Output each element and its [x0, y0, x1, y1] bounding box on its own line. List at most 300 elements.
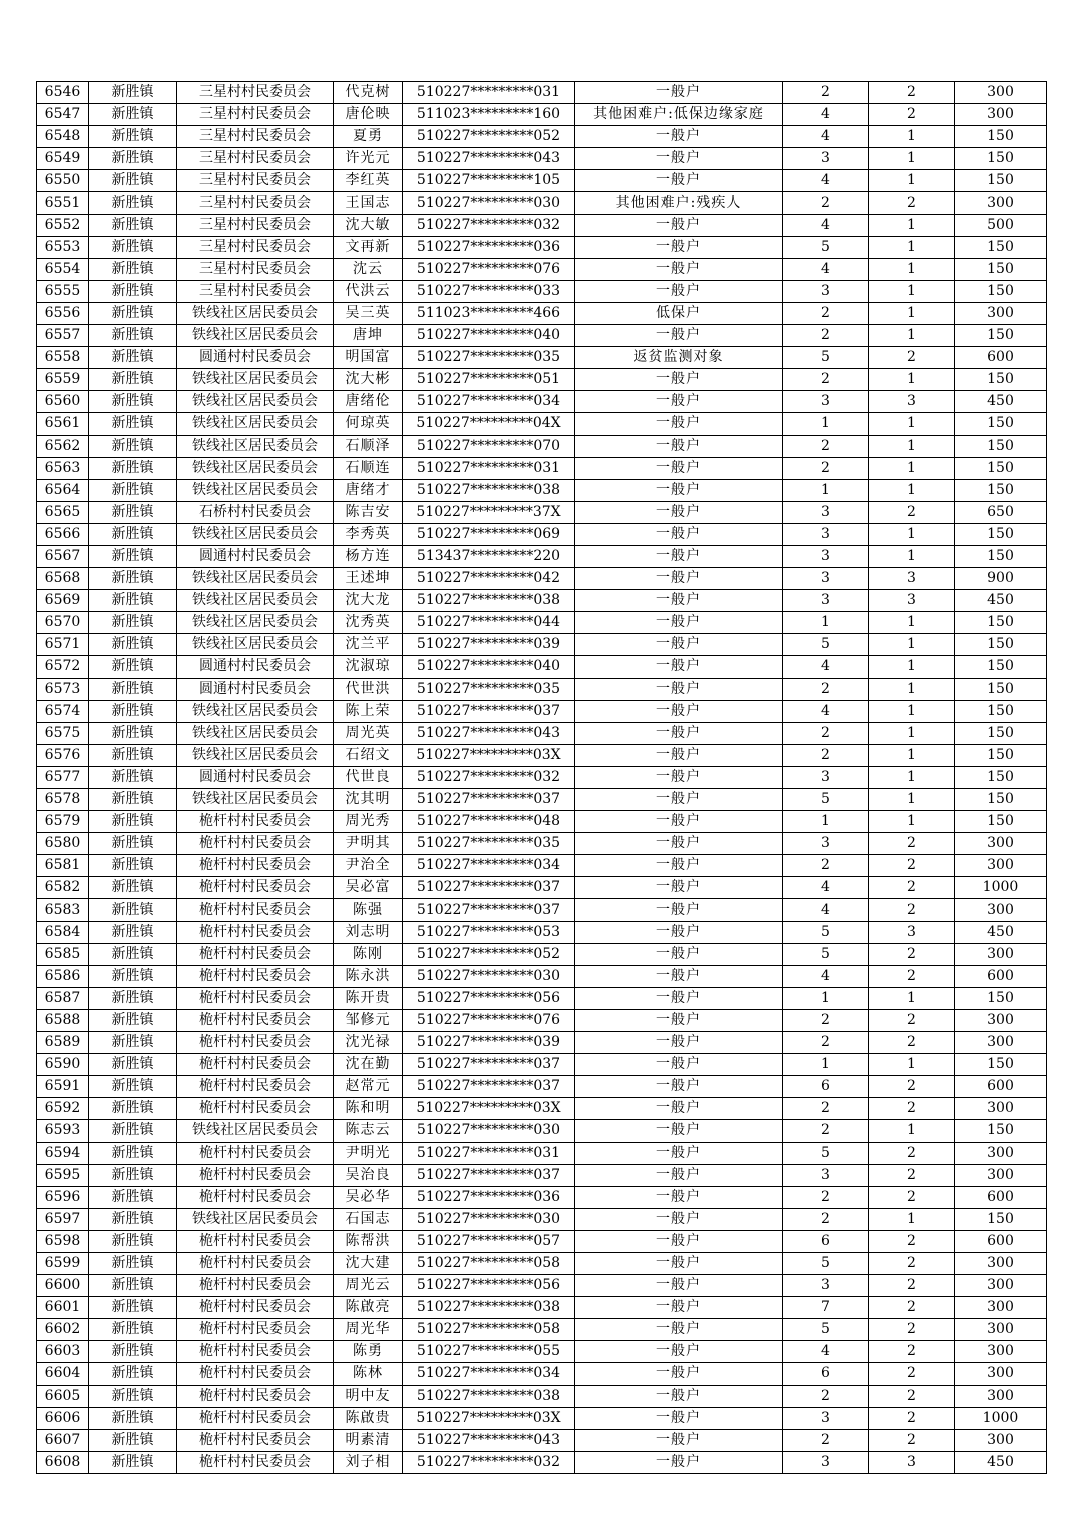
person-name-cell: 石国志: [334, 1208, 403, 1230]
amount-cell: 300: [955, 1032, 1047, 1054]
town-name-cell: 新胜镇: [89, 1429, 177, 1451]
household-type-cell: 一般户: [575, 634, 783, 656]
amount-cell: 300: [955, 1009, 1047, 1031]
committee-name-cell: 铁线社区居民委员会: [177, 700, 334, 722]
household-type-cell: 一般户: [575, 1451, 783, 1473]
amount-cell: 300: [955, 1429, 1047, 1451]
town-name-cell: 新胜镇: [89, 1054, 177, 1076]
amount-cell: 150: [955, 170, 1047, 192]
months-cell: 1: [869, 634, 955, 656]
household-type-cell: 其他困难户:低保边缘家庭: [575, 104, 783, 126]
amount-cell: 900: [955, 568, 1047, 590]
months-cell: 2: [869, 501, 955, 523]
id-number-cell: 510227*********03X: [403, 1407, 575, 1429]
town-name-cell: 新胜镇: [89, 590, 177, 612]
person-name-cell: 周光云: [334, 1275, 403, 1297]
committee-name-cell: 桅杆村村民委员会: [177, 1230, 334, 1252]
household-size-cell: 2: [783, 1032, 869, 1054]
person-name-cell: 石顺连: [334, 457, 403, 479]
table-row: [37, 744, 1047, 766]
household-type-cell: 一般户: [575, 523, 783, 545]
committee-name-cell: 桅杆村村民委员会: [177, 1319, 334, 1341]
table-row: [37, 590, 1047, 612]
id-number-cell: 510227*********052: [403, 126, 575, 148]
person-name-cell: 陈刚: [334, 943, 403, 965]
table-row: [37, 1407, 1047, 1429]
household-type-cell: 一般户: [575, 258, 783, 280]
household-size-cell: 1: [783, 1054, 869, 1076]
amount-cell: 150: [955, 457, 1047, 479]
id-number-cell: 511023*********466: [403, 302, 575, 324]
household-size-cell: 5: [783, 347, 869, 369]
household-type-cell: 一般户: [575, 413, 783, 435]
row-number-cell: 6590: [37, 1054, 89, 1076]
town-name-cell: 新胜镇: [89, 501, 177, 523]
amount-cell: 300: [955, 1341, 1047, 1363]
committee-name-cell: 桅杆村村民委员会: [177, 877, 334, 899]
id-number-cell: 510227*********070: [403, 435, 575, 457]
months-cell: 1: [869, 811, 955, 833]
row-number-cell: 6563: [37, 457, 89, 479]
table-row: [37, 545, 1047, 567]
months-cell: 2: [869, 1230, 955, 1252]
id-number-cell: 510227*********037: [403, 877, 575, 899]
person-name-cell: 陈吉安: [334, 501, 403, 523]
person-name-cell: 沈兰平: [334, 634, 403, 656]
household-size-cell: 3: [783, 833, 869, 855]
id-number-cell: 510227*********038: [403, 1297, 575, 1319]
amount-cell: 300: [955, 899, 1047, 921]
household-type-cell: 一般户: [575, 811, 783, 833]
amount-cell: 150: [955, 789, 1047, 811]
town-name-cell: 新胜镇: [89, 789, 177, 811]
person-name-cell: 尹明其: [334, 833, 403, 855]
household-type-cell: 一般户: [575, 170, 783, 192]
id-number-cell: 510227*********04X: [403, 413, 575, 435]
person-name-cell: 吴三英: [334, 302, 403, 324]
table-row: [37, 1054, 1047, 1076]
household-type-cell: 低保户: [575, 302, 783, 324]
household-size-cell: 4: [783, 126, 869, 148]
table-row: [37, 1341, 1047, 1363]
row-number-cell: 6561: [37, 413, 89, 435]
town-name-cell: 新胜镇: [89, 170, 177, 192]
amount-cell: 600: [955, 347, 1047, 369]
household-size-cell: 4: [783, 700, 869, 722]
committee-name-cell: 桅杆村村民委员会: [177, 1164, 334, 1186]
person-name-cell: 明中友: [334, 1385, 403, 1407]
person-name-cell: 尹明光: [334, 1142, 403, 1164]
amount-cell: 150: [955, 744, 1047, 766]
id-number-cell: 510227*********037: [403, 899, 575, 921]
town-name-cell: 新胜镇: [89, 1363, 177, 1385]
person-name-cell: 明国富: [334, 347, 403, 369]
row-number-cell: 6600: [37, 1275, 89, 1297]
row-number-cell: 6585: [37, 943, 89, 965]
household-size-cell: 7: [783, 1297, 869, 1319]
household-type-cell: 一般户: [575, 789, 783, 811]
id-number-cell: 510227*********058: [403, 1252, 575, 1274]
household-size-cell: 5: [783, 1252, 869, 1274]
months-cell: 1: [869, 523, 955, 545]
table-row: [37, 987, 1047, 1009]
table-row: [37, 899, 1047, 921]
id-number-cell: 510227*********037: [403, 1076, 575, 1098]
table-row: [37, 148, 1047, 170]
row-number-cell: 6594: [37, 1142, 89, 1164]
committee-name-cell: 铁线社区居民委员会: [177, 369, 334, 391]
household-type-cell: 一般户: [575, 457, 783, 479]
household-size-cell: 3: [783, 280, 869, 302]
person-name-cell: 吴必华: [334, 1186, 403, 1208]
household-size-cell: 3: [783, 766, 869, 788]
amount-cell: 150: [955, 766, 1047, 788]
table-row: [37, 1164, 1047, 1186]
household-type-cell: 一般户: [575, 1230, 783, 1252]
id-number-cell: 510227*********058: [403, 1319, 575, 1341]
id-number-cell: 510227*********038: [403, 590, 575, 612]
committee-name-cell: 圆通村村民委员会: [177, 656, 334, 678]
household-size-cell: 2: [783, 192, 869, 214]
household-size-cell: 1: [783, 987, 869, 1009]
table-row: [37, 1032, 1047, 1054]
committee-name-cell: 铁线社区居民委员会: [177, 789, 334, 811]
household-size-cell: 2: [783, 678, 869, 700]
town-name-cell: 新胜镇: [89, 1341, 177, 1363]
town-name-cell: 新胜镇: [89, 568, 177, 590]
household-size-cell: 1: [783, 811, 869, 833]
town-name-cell: 新胜镇: [89, 1208, 177, 1230]
household-size-cell: 3: [783, 523, 869, 545]
months-cell: 2: [869, 1032, 955, 1054]
household-size-cell: 3: [783, 568, 869, 590]
months-cell: 3: [869, 921, 955, 943]
id-number-cell: 510227*********043: [403, 148, 575, 170]
amount-cell: 150: [955, 678, 1047, 700]
amount-cell: 300: [955, 943, 1047, 965]
amount-cell: 150: [955, 634, 1047, 656]
row-number-cell: 6602: [37, 1319, 89, 1341]
person-name-cell: 尹治全: [334, 855, 403, 877]
town-name-cell: 新胜镇: [89, 678, 177, 700]
row-number-cell: 6567: [37, 545, 89, 567]
row-number-cell: 6597: [37, 1208, 89, 1230]
household-size-cell: 4: [783, 965, 869, 987]
household-type-cell: 一般户: [575, 1407, 783, 1429]
months-cell: 1: [869, 479, 955, 501]
committee-name-cell: 三星村村民委员会: [177, 258, 334, 280]
household-type-cell: 一般户: [575, 1252, 783, 1274]
amount-cell: 1000: [955, 877, 1047, 899]
household-type-cell: 一般户: [575, 678, 783, 700]
amount-cell: 1000: [955, 1407, 1047, 1429]
months-cell: 2: [869, 1252, 955, 1274]
household-type-cell: 一般户: [575, 236, 783, 258]
table-row: [37, 678, 1047, 700]
committee-name-cell: 石桥村村民委员会: [177, 501, 334, 523]
id-number-cell: 510227*********037: [403, 1054, 575, 1076]
household-type-cell: 一般户: [575, 612, 783, 634]
id-number-cell: 510227*********030: [403, 1120, 575, 1142]
months-cell: 1: [869, 170, 955, 192]
household-type-cell: 一般户: [575, 877, 783, 899]
town-name-cell: 新胜镇: [89, 1297, 177, 1319]
table-row: [37, 479, 1047, 501]
person-name-cell: 明素清: [334, 1429, 403, 1451]
amount-cell: 150: [955, 722, 1047, 744]
table-row: [37, 1451, 1047, 1473]
person-name-cell: 唐绪才: [334, 479, 403, 501]
months-cell: 1: [869, 457, 955, 479]
row-number-cell: 6596: [37, 1186, 89, 1208]
months-cell: 1: [869, 1120, 955, 1142]
id-number-cell: 510227*********105: [403, 170, 575, 192]
person-name-cell: 何琼英: [334, 413, 403, 435]
row-number-cell: 6549: [37, 148, 89, 170]
months-cell: 1: [869, 700, 955, 722]
household-size-cell: 4: [783, 656, 869, 678]
row-number-cell: 6584: [37, 921, 89, 943]
town-name-cell: 新胜镇: [89, 987, 177, 1009]
person-name-cell: 代世良: [334, 766, 403, 788]
household-subsidy-table: [36, 81, 1047, 1474]
household-type-cell: 一般户: [575, 766, 783, 788]
table-row: [37, 126, 1047, 148]
person-name-cell: 陈强: [334, 899, 403, 921]
town-name-cell: 新胜镇: [89, 700, 177, 722]
row-number-cell: 6550: [37, 170, 89, 192]
table-row: [37, 457, 1047, 479]
household-size-cell: 5: [783, 236, 869, 258]
household-type-cell: 一般户: [575, 700, 783, 722]
person-name-cell: 王述坤: [334, 568, 403, 590]
household-size-cell: 1: [783, 413, 869, 435]
id-number-cell: 510227*********03X: [403, 1098, 575, 1120]
months-cell: 2: [869, 1319, 955, 1341]
row-number-cell: 6575: [37, 722, 89, 744]
id-number-cell: 513437*********220: [403, 545, 575, 567]
table-row: [37, 1252, 1047, 1274]
id-number-cell: 510227*********076: [403, 1009, 575, 1031]
months-cell: 2: [869, 104, 955, 126]
committee-name-cell: 桅杆村村民委员会: [177, 899, 334, 921]
table-row: [37, 258, 1047, 280]
months-cell: 2: [869, 833, 955, 855]
household-type-cell: 一般户: [575, 1208, 783, 1230]
household-size-cell: 3: [783, 1407, 869, 1429]
household-size-cell: 3: [783, 1164, 869, 1186]
town-name-cell: 新胜镇: [89, 766, 177, 788]
person-name-cell: 沈在勤: [334, 1054, 403, 1076]
household-type-cell: 一般户: [575, 1032, 783, 1054]
committee-name-cell: 铁线社区居民委员会: [177, 612, 334, 634]
row-number-cell: 6582: [37, 877, 89, 899]
household-size-cell: 4: [783, 877, 869, 899]
town-name-cell: 新胜镇: [89, 126, 177, 148]
town-name-cell: 新胜镇: [89, 258, 177, 280]
person-name-cell: 沈大建: [334, 1252, 403, 1274]
person-name-cell: 吴治良: [334, 1164, 403, 1186]
household-type-cell: 一般户: [575, 744, 783, 766]
household-size-cell: 1: [783, 612, 869, 634]
committee-name-cell: 桅杆村村民委员会: [177, 921, 334, 943]
row-number-cell: 6559: [37, 369, 89, 391]
row-number-cell: 6607: [37, 1429, 89, 1451]
table-row: [37, 921, 1047, 943]
person-name-cell: 吴必富: [334, 877, 403, 899]
committee-name-cell: 桅杆村村民委员会: [177, 1252, 334, 1274]
town-name-cell: 新胜镇: [89, 1142, 177, 1164]
amount-cell: 500: [955, 214, 1047, 236]
committee-name-cell: 铁线社区居民委员会: [177, 1120, 334, 1142]
town-name-cell: 新胜镇: [89, 722, 177, 744]
committee-name-cell: 桅杆村村民委员会: [177, 1275, 334, 1297]
table-row: [37, 325, 1047, 347]
person-name-cell: 沈大龙: [334, 590, 403, 612]
town-name-cell: 新胜镇: [89, 545, 177, 567]
id-number-cell: 510227*********036: [403, 1186, 575, 1208]
town-name-cell: 新胜镇: [89, 391, 177, 413]
person-name-cell: 沈其明: [334, 789, 403, 811]
person-name-cell: 唐伦映: [334, 104, 403, 126]
row-number-cell: 6557: [37, 325, 89, 347]
months-cell: 1: [869, 369, 955, 391]
town-name-cell: 新胜镇: [89, 744, 177, 766]
row-number-cell: 6599: [37, 1252, 89, 1274]
committee-name-cell: 桅杆村村民委员会: [177, 1186, 334, 1208]
town-name-cell: 新胜镇: [89, 82, 177, 104]
table-row: [37, 413, 1047, 435]
person-name-cell: 刘子相: [334, 1451, 403, 1473]
months-cell: 3: [869, 1451, 955, 1473]
row-number-cell: 6552: [37, 214, 89, 236]
months-cell: 1: [869, 1208, 955, 1230]
person-name-cell: 陈上荣: [334, 700, 403, 722]
household-size-cell: 5: [783, 1319, 869, 1341]
committee-name-cell: 铁线社区居民委员会: [177, 435, 334, 457]
committee-name-cell: 桅杆村村民委员会: [177, 1009, 334, 1031]
table-row: [37, 855, 1047, 877]
household-type-cell: 一般户: [575, 987, 783, 1009]
household-size-cell: 3: [783, 1451, 869, 1473]
town-name-cell: 新胜镇: [89, 1385, 177, 1407]
household-type-cell: 返贫监测对象: [575, 347, 783, 369]
town-name-cell: 新胜镇: [89, 214, 177, 236]
household-type-cell: 一般户: [575, 1164, 783, 1186]
person-name-cell: 沈大彬: [334, 369, 403, 391]
household-size-cell: 4: [783, 1341, 869, 1363]
row-number-cell: 6571: [37, 634, 89, 656]
person-name-cell: 沈光禄: [334, 1032, 403, 1054]
id-number-cell: 510227*********034: [403, 1363, 575, 1385]
committee-name-cell: 三星村村民委员会: [177, 236, 334, 258]
household-type-cell: 其他困难户:残疾人: [575, 192, 783, 214]
committee-name-cell: 桅杆村村民委员会: [177, 1297, 334, 1319]
months-cell: 1: [869, 789, 955, 811]
committee-name-cell: 三星村村民委员会: [177, 148, 334, 170]
committee-name-cell: 桅杆村村民委员会: [177, 855, 334, 877]
person-name-cell: 周光华: [334, 1319, 403, 1341]
person-name-cell: 周光秀: [334, 811, 403, 833]
table-row: [37, 1142, 1047, 1164]
amount-cell: 300: [955, 1098, 1047, 1120]
months-cell: 2: [869, 192, 955, 214]
amount-cell: 150: [955, 700, 1047, 722]
town-name-cell: 新胜镇: [89, 236, 177, 258]
household-type-cell: 一般户: [575, 965, 783, 987]
months-cell: 2: [869, 943, 955, 965]
town-name-cell: 新胜镇: [89, 435, 177, 457]
amount-cell: 450: [955, 921, 1047, 943]
id-number-cell: 510227*********042: [403, 568, 575, 590]
committee-name-cell: 铁线社区居民委员会: [177, 744, 334, 766]
committee-name-cell: 三星村村民委员会: [177, 104, 334, 126]
committee-name-cell: 桅杆村村民委员会: [177, 1032, 334, 1054]
months-cell: 1: [869, 1054, 955, 1076]
id-number-cell: 510227*********057: [403, 1230, 575, 1252]
months-cell: 1: [869, 435, 955, 457]
months-cell: 2: [869, 1341, 955, 1363]
amount-cell: 300: [955, 833, 1047, 855]
row-number-cell: 6578: [37, 789, 89, 811]
household-size-cell: 2: [783, 722, 869, 744]
town-name-cell: 新胜镇: [89, 1164, 177, 1186]
person-name-cell: 沈云: [334, 258, 403, 280]
household-type-cell: 一般户: [575, 568, 783, 590]
committee-name-cell: 桅杆村村民委员会: [177, 1429, 334, 1451]
committee-name-cell: 圆通村村民委员会: [177, 347, 334, 369]
table-row: [37, 1098, 1047, 1120]
id-number-cell: 510227*********051: [403, 369, 575, 391]
table-row: [37, 347, 1047, 369]
amount-cell: 300: [955, 192, 1047, 214]
row-number-cell: 6548: [37, 126, 89, 148]
household-size-cell: 5: [783, 1142, 869, 1164]
committee-name-cell: 桅杆村村民委员会: [177, 811, 334, 833]
household-type-cell: 一般户: [575, 148, 783, 170]
amount-cell: 300: [955, 104, 1047, 126]
id-number-cell: 510227*********048: [403, 811, 575, 833]
town-name-cell: 新胜镇: [89, 413, 177, 435]
months-cell: 1: [869, 656, 955, 678]
row-number-cell: 6604: [37, 1363, 89, 1385]
town-name-cell: 新胜镇: [89, 1009, 177, 1031]
amount-cell: 600: [955, 1186, 1047, 1208]
committee-name-cell: 桅杆村村民委员会: [177, 1363, 334, 1385]
household-size-cell: 2: [783, 1120, 869, 1142]
months-cell: 1: [869, 258, 955, 280]
id-number-cell: 510227*********038: [403, 479, 575, 501]
table-row: [37, 82, 1047, 104]
table-row: [37, 1186, 1047, 1208]
household-type-cell: 一般户: [575, 1363, 783, 1385]
id-number-cell: 510227*********037: [403, 789, 575, 811]
town-name-cell: 新胜镇: [89, 302, 177, 324]
id-number-cell: 510227*********37X: [403, 501, 575, 523]
row-number-cell: 6580: [37, 833, 89, 855]
table-body: [37, 82, 1047, 1474]
committee-name-cell: 铁线社区居民委员会: [177, 523, 334, 545]
id-number-cell: 510227*********035: [403, 678, 575, 700]
household-size-cell: 4: [783, 170, 869, 192]
household-type-cell: 一般户: [575, 833, 783, 855]
amount-cell: 150: [955, 1120, 1047, 1142]
amount-cell: 300: [955, 1275, 1047, 1297]
months-cell: 1: [869, 722, 955, 744]
months-cell: 1: [869, 766, 955, 788]
town-name-cell: 新胜镇: [89, 280, 177, 302]
id-number-cell: 510227*********043: [403, 1429, 575, 1451]
